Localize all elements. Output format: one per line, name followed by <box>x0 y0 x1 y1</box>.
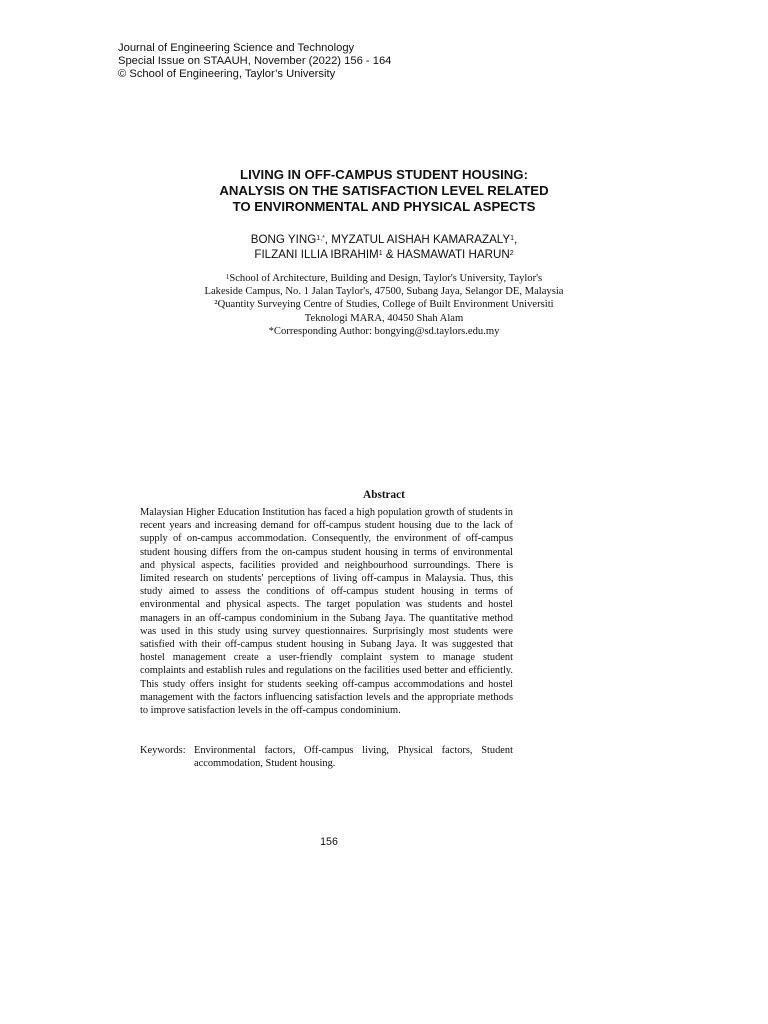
abstract-text: Malaysian Higher Education Institution has faced a high population growth of students in recent years and increasing demand for off-campus student housing due to the lack of supply of on-campus accommodation. Consequently, the environment of off-campus student housing differs from the on-campus student housing in terms of environmental and physical aspects, facilities provided and neighbourhood surroundings. There is limited research on students' perceptions of living off-campus in Malaysia. Thus, this study aimed to assess the conditions of off-campus student housing in terms of environmental and physical aspects. The target population was students and hostel managers in an off-campus condominium in the Subang Jaya. The quantitative method was used in this study using survey questionnaires. Surprisingly most students were satisfied with their off-campus student housing in Subang Jaya. It was suggested that hostel management create a user-friendly complaint system to manage student complaints and establish rules and regulations on the facilities used better and efficiently. This study offers insight for students seeking off-campus accommodations and hostel management with the factors influencing satisfaction levels and the appropriate methods to improve satisfaction levels in the off-campus condominium. <box>140 507 513 717</box>
keywords-label: Keywords: <box>140 745 186 756</box>
author-affiliation-mark: 1 <box>510 235 515 242</box>
abstract-heading: Abstract <box>363 489 405 501</box>
author-affiliation-mark: 1,* <box>316 235 325 242</box>
journal-issue: Special Issue on STAAUH, November (2022) 156 - 164 <box>118 55 392 68</box>
author-separator: , <box>514 233 518 246</box>
journal-name: Journal of Engineering Science and Technology <box>118 42 355 54</box>
affiliations <box>0 272 768 338</box>
paper-title <box>0 167 768 214</box>
author-name: BONG YING <box>250 233 317 246</box>
journal-copyright: © School of Engineering, Taylor’s University <box>118 68 336 81</box>
journal-header <box>118 42 391 82</box>
corresponding-author: *Corresponding Author: bongying@sd.taylors.edu.my <box>268 325 500 337</box>
author-name: FILZANI ILLIA IBRAHIM <box>254 247 379 261</box>
affiliation-mark: 1 <box>225 273 230 281</box>
affiliation-1-line-1: $^1$School of Architecture, Building and Design, Taylor's University, Taylor's <box>225 273 543 284</box>
author-line-1 <box>0 233 768 248</box>
keywords-text: Environmental factors, Off-campus living, Physical factors, Student accommodation, Student housing. <box>194 745 513 770</box>
author-list <box>0 233 768 262</box>
author-affiliation-mark: 2 <box>509 249 514 257</box>
affiliation-2-line-1: ²Quantity Surveying Centre of Studies, College of Built Environment Universiti <box>214 299 554 311</box>
affiliation-1-line-2: Lakeside Campus, No. 1 Jalan Taylor's, 47500, Subang Jaya, Selangor DE, Malaysia <box>204 286 564 298</box>
author-name: & HASMAWATI HARUN <box>382 247 510 261</box>
affiliation-2-line-2: Teknologi MARA, 40450 Shah Alam <box>304 312 464 324</box>
author-line-2 <box>0 248 768 263</box>
keywords <box>140 744 513 770</box>
title-line-1: LIVING IN OFF-CAMPUS STUDENT HOUSING: <box>240 167 528 182</box>
author-name: , MYZATUL AISHAH KAMARAZALY <box>324 233 511 246</box>
title-line-2: ANALYSIS ON THE SATISFACTION LEVEL RELATED <box>219 182 549 198</box>
title-line-3: TO ENVIRONMENTAL AND PHYSICAL ASPECTS <box>232 198 536 214</box>
author-affiliation-mark: 1 <box>378 249 383 257</box>
page-number: 156 <box>320 836 338 848</box>
